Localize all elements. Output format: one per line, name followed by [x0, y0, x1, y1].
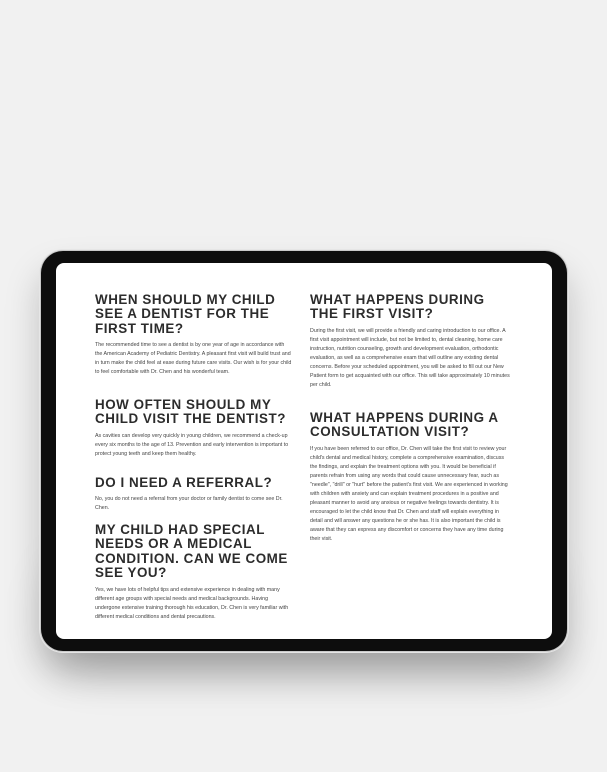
faq-answer: As cavities can develop very quickly in young children, we recommend a check-up every six months to the age of 13. Prevention and early intervention is important to protect young teeth and keep them healthy. [95, 432, 289, 457]
faq-item-special-needs [95, 523, 293, 622]
faq-question: WHAT HAPPENS DURING A CONSULTATION VISIT? [310, 410, 499, 440]
faq-answer: During the first visit, we will provide a friendly and caring introduction to our office. A first visit appointment will include, but not be limited to, dental cleaning, home care instruction, nutrition counseling, growth and development evaluation, orthodontic evaluation, as well as a comprehensive exam that will outline any existing dental concerns. Before your scheduled appointment, you will be asked to fill out our New Patient form to get acquainted with our office. This will take approximately 10 minutes per child. [310, 327, 510, 388]
faq-question: DO I NEED A REFERRAL? [95, 475, 273, 490]
faq-question: HOW OFTEN SHOULD MY CHILD VISIT THE DENTIST? [95, 397, 286, 427]
faq-item-visit-frequency [95, 398, 293, 459]
faq-question: MY CHILD HAD SPECIAL NEEDS OR A MEDICAL CONDITION. CAN WE COME SEE YOU? [95, 522, 288, 581]
faq-item-consultation-visit [310, 411, 510, 544]
faq-item-referral [95, 476, 293, 513]
faq-answer: The recommended time to see a dentist is by one year of age in accordance with the American Academy of Pediatric Dentistry. A pleasant first visit will build trust and in turn make the child feel at ease during future care visits. Our wish is for your child to feel comfortable with Dr. Chen and his wonderful team. [95, 342, 292, 376]
faq-answer: Yes, we have lots of helpful tips and extensive experience in dealing with many different age groups with special needs and medical backgrounds. Having undergone extensive training thorough his education, Dr. Chen is very familiar with different medical conditions and dental precautions. [95, 586, 289, 620]
faq-question: WHAT HAPPENS DURING THE FIRST VISIT? [310, 292, 485, 322]
tablet-device-frame [41, 251, 567, 651]
faq-question: WHEN SHOULD MY CHILD SEE A DENTIST FOR THE FIRST TIME? [95, 292, 276, 336]
tablet-screen [56, 263, 552, 639]
faq-answer: No, you do not need a referral from your doctor or family dentist to come see Dr. Chen. [95, 496, 283, 512]
faq-item-first-visit [310, 293, 510, 390]
faq-item-first-dentist-visit-age [95, 293, 293, 377]
faq-answer: If you have been referred to our office, Dr. Chen will take the first visit to review your child's dental and medical history, complete a comprehensive examination, discuss the findings, and explain the treatment options with you. It would be beneficial if parents refrain from using any words that could cause unnecessary fear, such as "needle", "drill" or "hurt" before the patient's first visit. We are experienced in working with children with anxiety and can explain treatment procedures in a positive and pleasant manner to avoid any anxious or negative feelings towards dentistry. It is encouraged to let the child know that Dr. Chen and staff will explain everything in detail and will answer any questions he or she has. It is also important the child is aware that they can express any discomfort or concerns they have any time during their visit. [310, 445, 508, 542]
